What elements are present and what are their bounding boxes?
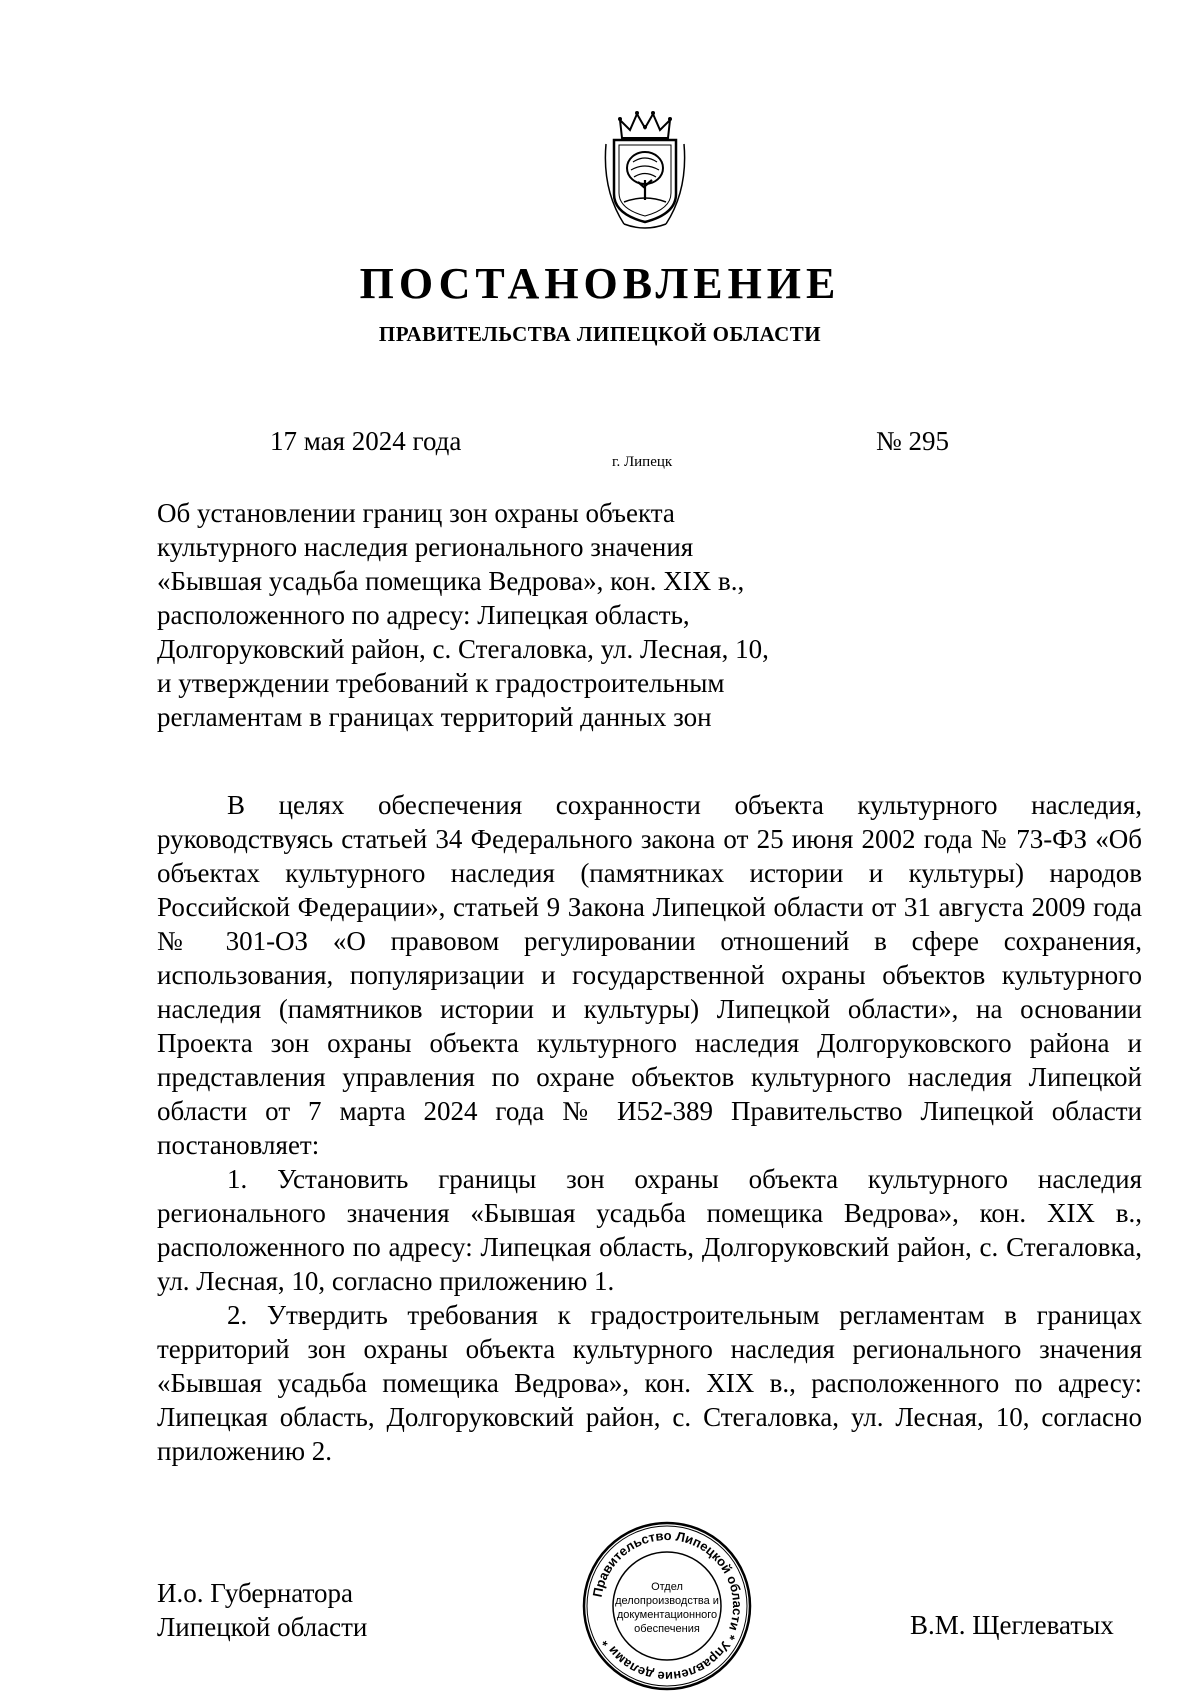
signatory-position-line: Липецкой области	[157, 1612, 368, 1642]
heading-line: регламентам в границах территорий данных зон	[157, 702, 712, 732]
document-number: № 295	[876, 426, 950, 456]
heading-line: «Бывшая усадьба помещика Ведрова», кон. XIX в.,	[157, 566, 745, 596]
coat-of-arms-icon	[600, 110, 690, 232]
heading-line: и утверждении требований к градостроительным	[157, 668, 725, 698]
document-city: г. Липецк	[612, 454, 673, 470]
stamp-outer-text: Правительство Липецкой области * Управление делами *	[589, 1527, 746, 1685]
document-heading	[157, 496, 857, 734]
document-subtitle: ПРАВИТЕЛЬСТВА ЛИПЕЦКОЙ ОБЛАСТИ	[378, 322, 822, 346]
body-paragraph-item-2: 2. Утвердить требования к градостроительным регламентам в границах территорий зон охраны объекта культурного наследия регионального значения «Бывшая усадьба помещика Ведрова», кон. XIX в., расположенного по адресу: Липецкая область, Долгоруковский район, с. Стегаловка, ул. Лесная, 10, согласно приложению 2.	[157, 1300, 1142, 1466]
body-paragraph-item-1: 1. Установить границы зон охраны объекта культурного наследия регионального значения «Бывшая усадьба помещика Ведрова», кон. XIX в., расположенного по адресу: Липецкая область, Долгоруковский район, с. Стегаловка, ул. Лесная, 10, согласно приложению 1.	[157, 1164, 1142, 1296]
heading-line: расположенного по адресу: Липецкая область,	[157, 600, 690, 630]
heading-line: Долгоруковский район, с. Стегаловка, ул. Лесная, 10,	[157, 634, 769, 664]
official-stamp-icon	[581, 1520, 753, 1692]
signatory-position-line: И.о. Губернатора	[157, 1578, 354, 1608]
document-title: ПОСТАНОВЛЕНИЕ	[359, 259, 841, 308]
document-body	[157, 788, 1142, 1468]
signatory-position	[157, 1576, 367, 1644]
signatory-name: В.М. Щеглеватых	[910, 1610, 1114, 1640]
stamp-inner-line: Отдел	[651, 1581, 683, 1593]
stamp-inner-line: обеспечения	[634, 1623, 700, 1635]
stamp-inner-line: документационного	[616, 1609, 718, 1621]
document-date: 17 мая 2024 года	[270, 426, 462, 456]
body-paragraph-preamble: В целях обеспечения сохранности объекта культурного наследия, руководствуясь статьей 34 Федерального закона от 25 июня 2002 года № 73-ФЗ «Об объектах культурного наследия (памятниках истории и культуры) народов Российской Федерации», статьей 9 Закона Липецкой области от 31 августа 2009 года № 301-ОЗ «О правовом регулировании отношений в сфере сохранения, использования, популяризации и государственной охраны объектов культурного наследия (памятников истории и культуры) Липецкой области», на основании Проекта зон охраны объекта культурного наследия Долгоруковского района и представления управления по охране объектов культурного наследия Липецкой области от 7 марта 2024 года № И52-389 Правительство Липецкой области постановляет:	[157, 790, 1142, 1160]
heading-line: культурного наследия регионального значения	[157, 532, 694, 562]
stamp-inner-line: делопроизводства и	[615, 1595, 719, 1607]
heading-line: Об установлении границ зон охраны объекта	[157, 498, 675, 528]
